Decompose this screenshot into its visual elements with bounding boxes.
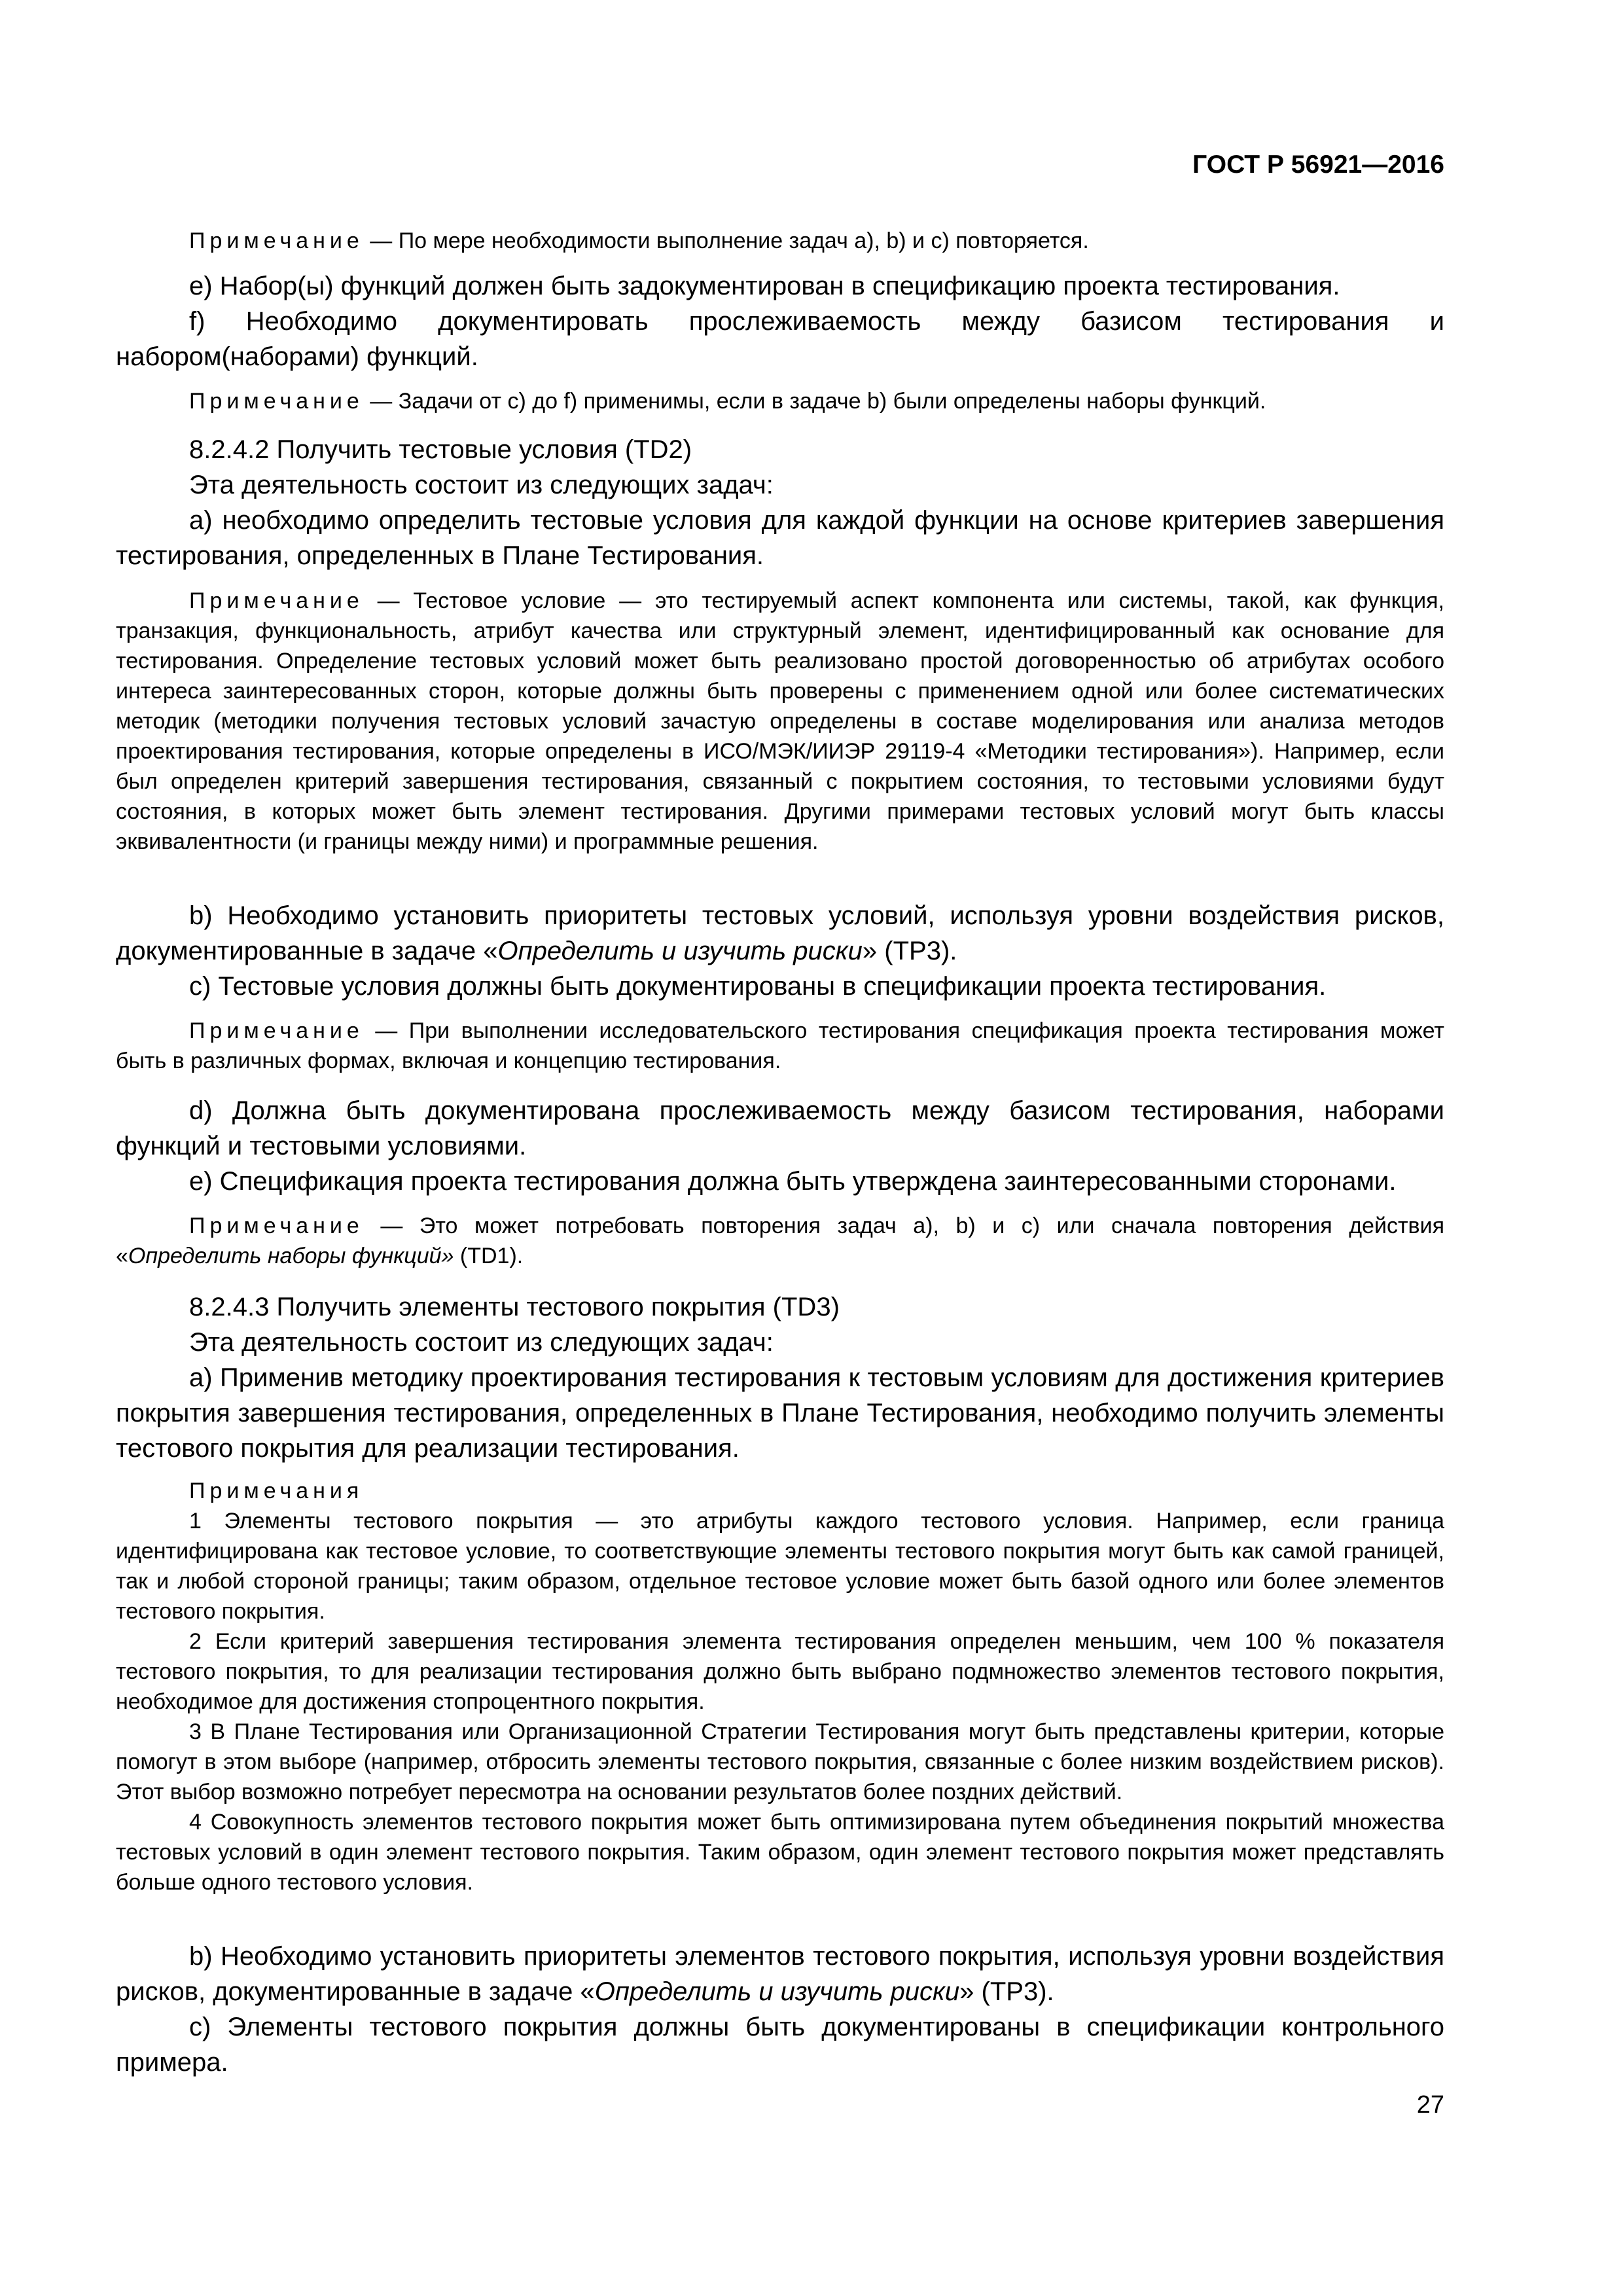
note-item-4: 4 Совокупность элементов тестового покрытия может быть оптимизирована путем объединения покрытий множества тестовых условий в один элемент тестового покрытия. Таким образом, один элемент тестового покрытия может представлять больше одного тестового условия. (116, 1810, 1444, 1895)
page-number: 27 (1416, 2091, 1444, 2119)
note-text: — По мере необходимости выполнение задач а), b) и с) повторяется. (363, 228, 1089, 253)
paragraph-a1: а) необходимо определить тестовые условия для каждой функции на основе критериев завершения тестирования, определенных в Плане Тестирования. (116, 506, 1444, 570)
paragraph-c1: c) Тестовые условия должны быть документированы в спецификации проекта тестирования. (189, 972, 1327, 1001)
paragraph-b1: b) Необходимо установить приоритеты тестовых условий, используя уровни воздействия рисков, документированные в задаче «Определить и изучить риски» (TP3). c) Тестовые условия должны быть документированы в спецификации проекта тестирования. (116, 898, 1444, 1004)
note-3 (116, 586, 1444, 857)
note-label: Примечание (189, 1018, 364, 1043)
section-heading: 8.2.4.3 Получить элементы тестового покрытия (TD3) (189, 1293, 840, 1321)
note-item-3: 3 В Плане Тестирования или Организационной Стратегии Тестирования могут быть представлены критерии, которые помогут в этом выборе (например, отбросить элементы тестового покрытия, связанные с более низким воздействием рисков). Этот выбор возможно потребует пересмотра на основании результатов более поздних действий. (116, 1719, 1444, 1804)
note-5: Примечание — Это может потребовать повторения задач а), b) и с) или сначала повторения действия «Определить наборы функций» (TD1). (116, 1213, 1444, 1268)
note-4 (116, 1016, 1444, 1076)
note-text: — Тестовое условие — это тестируемый аспект компонента или системы, такой, как функция, транзакция, функциональность, атрибут качества или структурный элемент, идентифицированный как основание для тестирования. Определение тестовых условий может быть реализовано простой договоренностью об атрибутах особого интереса заинтересованных сторон, которые должны быть проверены с применением одной или более систематических методик (методики получения тестовых условий зачастую определены в составе моделирования или анализа методов проектирования тестирования, которые определены в ИСО/МЭК/ИИЭР 29119-4 «Методики тестирования»). Например, если был определен критерий завершения тестирования, связанный с покрытием состояния, то тестовыми условиями будут состояния, в которых может быть элемент тестирования. Другими примерами тестовых условий могут быть классы эквивалентности (и границы между ними) и программные решения. (116, 588, 1444, 854)
section-8-2-4-3 (116, 1289, 1444, 1466)
note-label: Примечание (189, 1213, 364, 1238)
note-label: Примечание (189, 588, 364, 613)
note-2 (116, 386, 1444, 416)
notes-label: Примечания (189, 1479, 364, 1503)
paragraph-e1: e) Набор(ы) функций должен быть задокументирован в спецификацию проекта тестирования. f) Необходимо документировать прослеживаемость между базисом тестирования и набором(наборами) функций. (116, 268, 1444, 374)
paragraph: Эта деятельность состоит из следующих задач: (189, 471, 774, 499)
paragraph-d1: d) Должна быть документирована прослеживаемость между базисом тестирования, наборами функций и тестовыми условиями. e) Спецификация проекта тестирования должна быть утверждена заинтересованными сторонами. (116, 1093, 1444, 1199)
paragraph-a2: а) Применив методику проектирования тестирования к тестовым условиям для достижения критериев покрытия завершения тестирования, определенных в Плане Тестирования, необходимо получить элементы тестового покрытия для реализации тестирования. (116, 1363, 1444, 1463)
section-heading: 8.2.4.2 Получить тестовые условия (TD2) (189, 435, 692, 464)
note-label: Примечание (189, 389, 364, 414)
paragraph-f1: f) Необходимо документировать прослеживаемость между базисом тестирования и набором(наборами) функций. (116, 307, 1444, 371)
paragraph-e2: e) Спецификация проекта тестирования должна быть утверждена заинтересованными сторонами. (189, 1167, 1397, 1196)
note-item-1: 1 Элементы тестового покрытия — это атрибуты каждого тестового условия. Например, если граница идентифицирована как тестовое условие, то соответствующие элементы тестового покрытия могут быть как самой границей, так и любой стороной границы; таким образом, отдельное тестовое условие может быть базой одного или более элементов тестового покрытия. (116, 1509, 1444, 1624)
section-8-2-4-2 (116, 432, 1444, 573)
paragraph-c2: c) Элементы тестового покрытия должны быть документированы в спецификации контрольного примера. (116, 2013, 1444, 2077)
note-text: — При выполнении исследовательского тестирования спецификация проекта тестирования может быть в различных формах, включая и концепцию тестирования. (116, 1018, 1444, 1073)
note-text: — Задачи от с) до f) применимы, если в задаче b) были определены наборы функций. (363, 389, 1266, 414)
paragraph: Эта деятельность состоит из следующих задач: (189, 1328, 774, 1357)
notes-block (116, 1476, 1444, 1897)
paragraph-b2: b) Необходимо установить приоритеты элементов тестового покрытия, используя уровни воздействия рисков, документированные в задаче «Определить и изучить риски» (TP3). c) Элементы тестового покрытия должны быть документированы в спецификации контрольного примера. (116, 1939, 1444, 2080)
document-code: ГОСТ Р 56921—2016 (1192, 151, 1444, 179)
note-item-2: 2 Если критерий завершения тестирования элемента тестирования определен меньшим, чем 100 % показателя тестового покрытия, то для реализации тестирования должно быть выбрано подмножество элементов тестового покрытия, необходимое для достижения стопроцентного покрытия. (116, 1629, 1444, 1714)
note-1 (116, 226, 1444, 256)
note-label: Примечание (189, 228, 364, 253)
